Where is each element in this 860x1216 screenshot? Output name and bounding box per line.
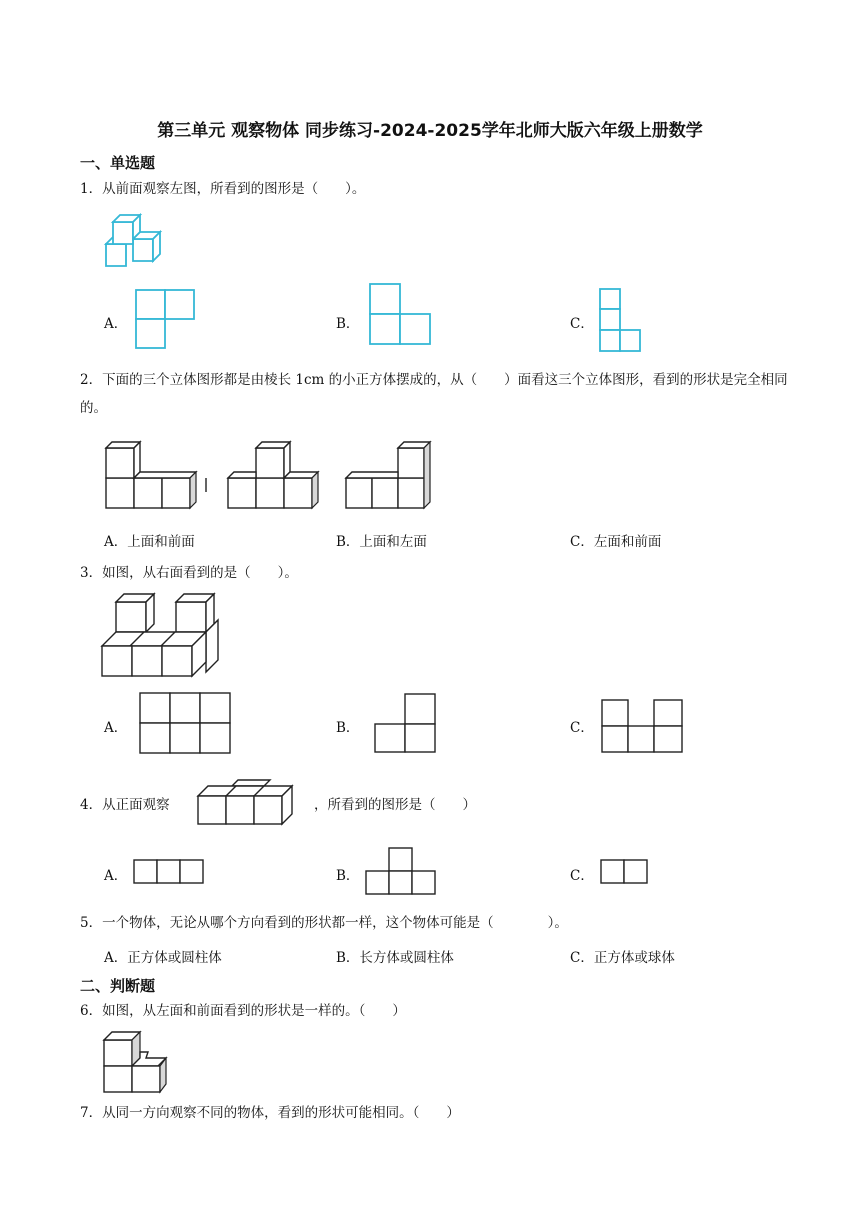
question-2-option-a: A．上面和前面 <box>104 534 195 550</box>
question-1-solid-figure <box>104 210 166 270</box>
question-2-solid-figures <box>100 440 440 510</box>
question-4-text-after: ，所看到的图形是（ ） <box>314 797 476 813</box>
section-heading-true-false: 二、判断题 <box>80 977 156 995</box>
question-4-option-b-figure <box>366 848 438 896</box>
question-3-option-c-figure <box>602 700 686 756</box>
question-6-text: 6．如图，从左面和前面看到的形状是一样的。（ ） <box>80 1003 406 1019</box>
question-3-option-b-label: B． <box>336 720 360 736</box>
question-4-text-before: 4．从正面观察 <box>80 797 170 813</box>
question-1-option-b-figure <box>370 284 434 348</box>
question-4-solid-figure <box>196 778 300 830</box>
page-title: 第三单元 观察物体 同步练习-2024-2025学年北师大版六年级上册数学 <box>157 121 703 141</box>
question-4-option-a-label: A． <box>104 868 128 884</box>
question-3-option-a-figure <box>140 693 232 755</box>
question-1-text: 1．从前面观察左图，所看到的图形是（ ）。 <box>80 181 366 197</box>
question-1-option-a-label: A． <box>104 316 128 332</box>
question-5-option-b: B．长方体或圆柱体 <box>336 950 454 966</box>
question-2-option-c: C．左面和前面 <box>570 534 662 550</box>
question-3-option-c-label: C． <box>570 720 594 736</box>
question-3-solid-figure <box>100 590 224 680</box>
question-5-text: 5．一个物体，无论从哪个方向看到的形状都一样，这个物体可能是（ ）。 <box>80 915 568 931</box>
question-4-option-c-figure <box>601 860 651 886</box>
question-6-solid-figure <box>102 1030 170 1096</box>
question-1-option-c-label: C． <box>570 316 594 332</box>
question-3-option-b-figure <box>375 694 439 756</box>
question-5-option-c: C．正方体或球体 <box>570 950 675 966</box>
question-7-text: 7．从同一方向观察不同的物体，看到的形状可能相同。（ ） <box>80 1105 460 1121</box>
question-2-text: 2．下面的三个立体图形都是由棱长 1cm 的小正方体摆成的，从（ ）面看这三个立体图形，看到的形状是完全相同的。 <box>80 372 788 416</box>
question-3-text: 3．如图，从右面看到的是（ ）。 <box>80 565 298 581</box>
question-4-option-c-label: C． <box>570 868 594 884</box>
question-4-option-b-label: B． <box>336 868 360 884</box>
question-3-option-a-label: A． <box>104 720 128 736</box>
question-1-option-a-figure <box>136 290 198 352</box>
section-heading-single-choice: 一、单选题 <box>80 154 156 172</box>
question-2-option-b: B．上面和左面 <box>336 534 427 550</box>
question-1-option-c-figure <box>600 289 644 355</box>
question-5-option-a: A．正方体或圆柱体 <box>104 950 222 966</box>
question-4-option-a-figure <box>134 860 206 886</box>
question-1-option-b-label: B． <box>336 316 360 332</box>
